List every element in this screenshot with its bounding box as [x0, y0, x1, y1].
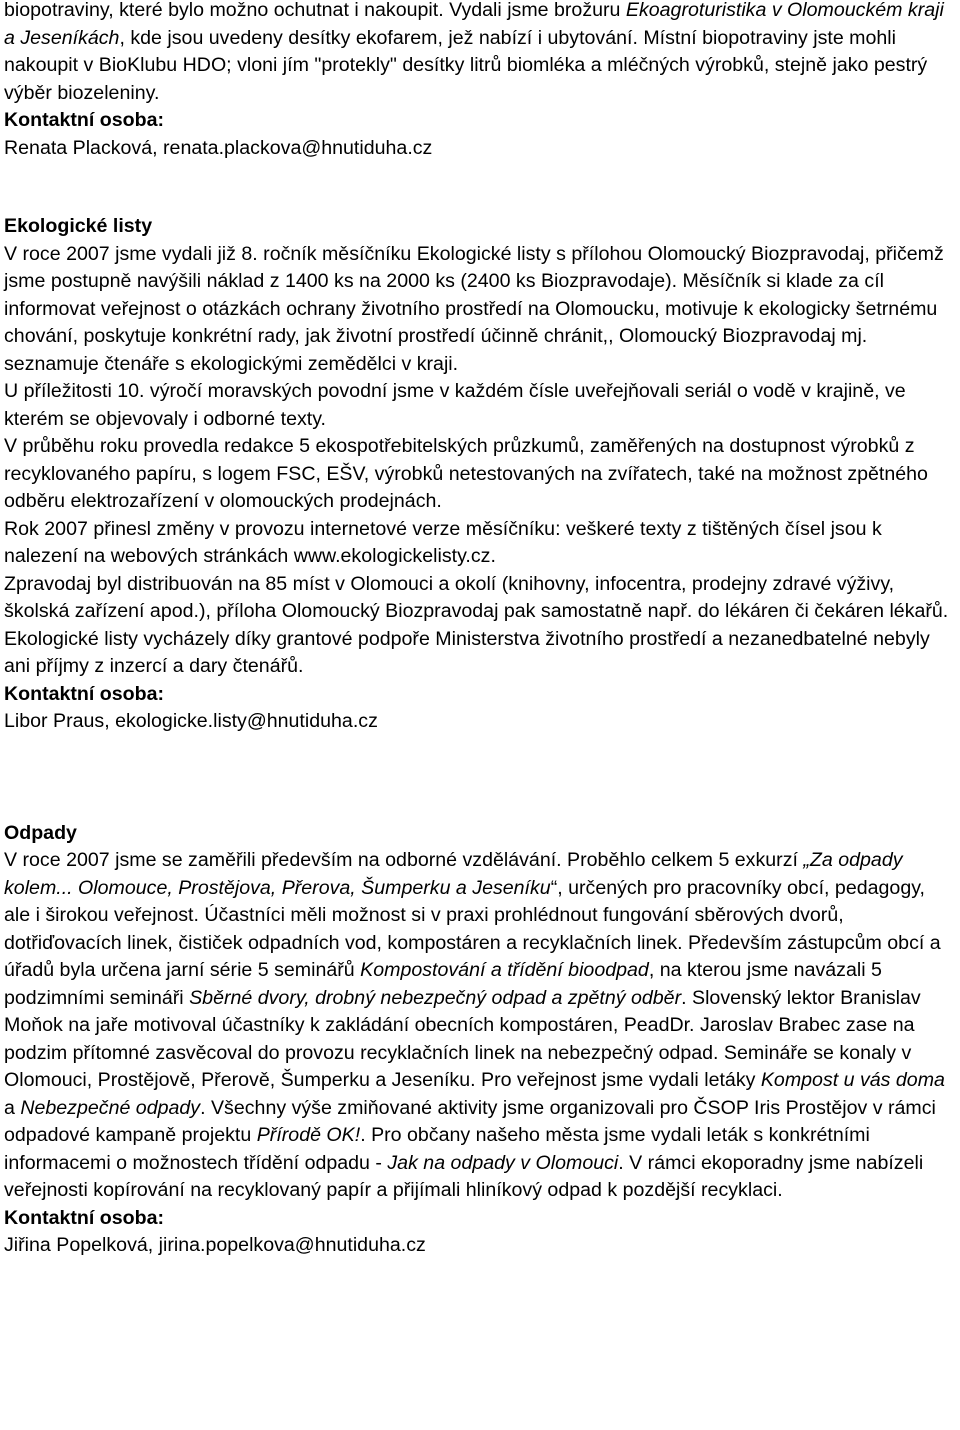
- contact-person: Libor Praus, ekologicke.listy@hnutiduha.cz: [4, 710, 378, 732]
- contact-person: Renata Placková, renata.plackova@hnutiduha.cz: [4, 136, 433, 159]
- text-run: . Všechny výše zmiňované aktivity jsme organizovali pro ČSOP Iris Prostějov v rámci odpadové kampaně projektu: [4, 1096, 936, 1146]
- text-run: V roce 2007 jsme se zaměřili především na odborné vzdělávání. Proběhlo celkem 5 exkurzí: [4, 849, 804, 871]
- spacer: [4, 736, 956, 820]
- paragraph: U příležitosti 10. výročí moravských povodní jsme v každém čísle uveřejňovali seriál o vodě v krajině, ve kterém se objevovaly i odborné texty.: [4, 380, 906, 430]
- brochure-title: Ekoagroturistika v Olomouckém kraji a Jeseníkách: [4, 0, 944, 49]
- section-heading: Ekologické listy: [4, 215, 153, 237]
- intro-paragraph: [4, 0, 956, 107]
- text-run: , na kterou jsme navázali 5 podzimními semináři: [4, 959, 882, 1009]
- text-run: a: [4, 1096, 21, 1119]
- seminar-title: Kompostování a třídění bioodpad: [360, 959, 649, 981]
- excursion-title: „Za odpady kolem... Olomouce, Prostějova, Přerova, Šumperku a Jeseníku: [4, 849, 903, 899]
- text-run: . Slovenský lektor Branislav Moňok na jaře motivoval účastníky k zakládání obecních kompostáren, PeadDr. Jaroslav Brabec zase na podzim přítomné zasvěcoval do provozu recyklačních linek na nebezpečný odpad. Semináře se konaly v Olomouci, Prostějově, Přerově, Šumperku a Jeseníku. Pro veřejnost jsme vydali letáky: [4, 986, 921, 1091]
- contact-label: Kontaktní osoba:: [4, 682, 165, 705]
- section-ekologicke-listy: [4, 213, 956, 736]
- contact-label: Kontaktní osoba:: [4, 1206, 165, 1229]
- section-heading: Odpady: [4, 821, 77, 844]
- paragraph: Zpravodaj byl distribuován na 85 míst v Olomouci a okolí (knihovny, infocentra, prodejny zdravé výživy, školská zařízení apod.), příloha Olomoucký Biozpravodaj pak samostatně např. do lékáren či čekáren lékařů. Ekologické listy vycházely díky grantové podpoře Ministerstva životního prostředí a nezanedbatelné nebyly ani příjmy z inzercí a dary čtenářů.: [4, 572, 949, 677]
- seminar-title: Sběrné dvory, drobný nebezpečný odpad a zpětný odběr: [189, 986, 682, 1009]
- paragraph: [4, 847, 956, 1205]
- paragraph: V roce 2007 jsme vydali již 8. ročník měsíčníku Ekologické listy s přílohou Olomoucký Biozpravodaj, přičemž jsme postupně navýšili náklad z 1400 ks na 2000 ks (2400 ks Biozpravodaje). Měsíčník si klade za cíl informovat veřejnost o otázkách ochrany životního prostředí na Olomoucku, motivuje k ekologicky šetrnému chování, poskytuje konkrétní rady, jak životní prostředí účinně chránit,, Olomoucký Biozpravodaj mj. seznamuje čtenáře s ekologickými zemědělci v kraji.: [4, 242, 944, 375]
- leaflet-title: Jak na odpady v Olomouci: [387, 1151, 619, 1174]
- intro-text-1: biopotraviny, které bylo možno ochutnat i nakoupit. Vydali jsme brožuru: [4, 0, 626, 21]
- text-run: . V rámci ekoporadny jsme nabízeli veřejnosti kopírování na recyklovaný papír a přijímali hliníkový odpad k pozdější recyklaci.: [4, 1151, 924, 1201]
- contact-label: Kontaktní osoba:: [4, 109, 165, 131]
- intro-text-2: , kde jsou uvedeny desítky ekofarem, jež nabízí i ubytování. Místní biopotraviny jste mohli nakoupit v BioKlubu HDO; vloni jím "protekly" desítky litrů biomléka a mléčných výrobků, stejně jako pestrý výběr biozeleniny.: [4, 26, 928, 104]
- leaflet-title: Nebezpečné odpady: [20, 1096, 201, 1119]
- spacer: [4, 162, 956, 213]
- leaflet-title: Kompost u vás doma: [760, 1069, 945, 1091]
- contact-person: Jiřina Popelková, jirina.popelkova@hnutiduha.cz: [4, 1234, 426, 1256]
- paragraph: Rok 2007 přinesl změny v provozu internetové verze měsíčníku: veškeré texty z tištěných čísel jsou k nalezení na webových stránkách www.ekologickelisty.cz.: [4, 517, 882, 567]
- text-run: “, určených pro pracovníky obcí, pedagogy, ale i širokou veřejnost. Účastníci měli možnost si v praxi prohlédnout fungování sběrových dvorů, dotřiďovacích linek, čističek odpadních vod, kompostáren a recyklačních linek. Především zástupcům obcí a úřadů byla určena jarní série 5 seminářů: [4, 876, 941, 981]
- project-title: Přírodě OK!: [256, 1124, 361, 1146]
- intro-section: [4, 0, 956, 162]
- paragraph: V průběhu roku provedla redakce 5 ekospotřebitelských průzkumů, zaměřených na dostupnost výrobků z recyklovaného papíru, s logem FSC, EŠV, výrobků netestovaných na zvířatech, také na možnost zpětného odběru elektrozařízení v olomouckých prodejnách.: [4, 435, 928, 512]
- section-odpady: [4, 820, 956, 1260]
- text-run: . Pro občany našeho města jsme vydali leták s konkrétními informacemi o možnostech třídění odpadu -: [4, 1124, 870, 1174]
